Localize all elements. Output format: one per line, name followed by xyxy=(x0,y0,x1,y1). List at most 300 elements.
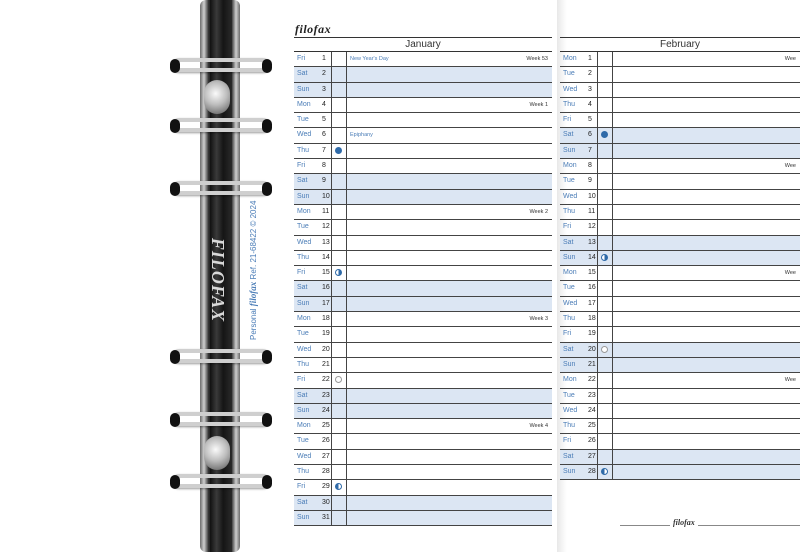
day-name: Sat xyxy=(563,452,574,460)
day-number: 29 xyxy=(322,483,330,491)
day-row[interactable] xyxy=(294,174,552,189)
column-divider xyxy=(331,159,332,174)
binder-ring[interactable] xyxy=(172,118,270,132)
day-row[interactable] xyxy=(560,434,800,449)
day-number: 20 xyxy=(588,345,596,353)
column-divider xyxy=(331,480,332,495)
day-row[interactable] xyxy=(294,236,552,251)
day-number: 10 xyxy=(588,192,596,200)
day-row[interactable] xyxy=(560,83,800,98)
day-name: Sun xyxy=(563,253,576,261)
column-divider xyxy=(597,434,598,449)
column-divider xyxy=(346,98,347,113)
day-row[interactable] xyxy=(294,419,552,434)
column-divider xyxy=(331,83,332,98)
day-name: Tue xyxy=(297,116,309,124)
day-row[interactable] xyxy=(294,496,552,511)
day-name: Fri xyxy=(297,269,306,277)
column-divider xyxy=(612,297,613,312)
day-name: Tue xyxy=(297,437,309,445)
day-row[interactable] xyxy=(560,358,800,373)
day-row[interactable] xyxy=(560,281,800,296)
day-row[interactable] xyxy=(294,450,552,465)
day-number: 1 xyxy=(588,55,592,62)
column-divider xyxy=(597,83,598,98)
day-name: Thu xyxy=(297,360,310,368)
column-divider xyxy=(331,266,332,281)
day-number: 4 xyxy=(322,100,326,108)
column-divider xyxy=(612,251,613,266)
day-name: Fri xyxy=(297,55,306,62)
column-divider xyxy=(346,465,347,480)
column-divider xyxy=(346,358,347,373)
day-row[interactable] xyxy=(294,404,552,419)
day-name: Fri xyxy=(297,376,306,384)
day-name: Wed xyxy=(563,85,578,93)
week-label: Week 53 xyxy=(526,56,548,62)
column-divider xyxy=(346,327,347,342)
day-name: Tue xyxy=(563,391,575,399)
margin-text-3: © 2024 xyxy=(249,200,258,227)
day-number: 10 xyxy=(322,192,330,200)
day-row[interactable] xyxy=(560,98,800,113)
column-divider xyxy=(612,67,613,82)
day-number: 28 xyxy=(322,468,330,476)
day-number: 21 xyxy=(322,360,330,368)
day-row[interactable] xyxy=(294,113,552,128)
moon-phase-icon xyxy=(335,483,342,490)
day-name: Wed xyxy=(297,238,312,246)
day-name: Sun xyxy=(563,360,576,368)
day-name: Mon xyxy=(297,207,311,215)
moon-phase-icon xyxy=(601,468,608,475)
column-divider xyxy=(597,113,598,128)
day-name: Sun xyxy=(563,146,576,154)
column-divider xyxy=(612,266,613,281)
column-divider xyxy=(331,419,332,434)
column-divider xyxy=(346,496,347,511)
day-number: 31 xyxy=(322,513,330,521)
day-number: 24 xyxy=(588,406,596,414)
column-divider xyxy=(597,251,598,266)
day-name: Tue xyxy=(563,284,575,292)
column-divider xyxy=(346,236,347,251)
day-row[interactable] xyxy=(294,98,552,113)
day-number: 12 xyxy=(588,223,596,231)
margin-brand: filofax xyxy=(248,281,258,307)
column-divider xyxy=(346,266,347,281)
column-divider xyxy=(331,312,332,327)
binder-ring[interactable] xyxy=(172,474,270,488)
day-name: Mon xyxy=(563,376,577,384)
column-divider xyxy=(331,98,332,113)
day-name: Sat xyxy=(297,498,308,506)
day-name: Mon xyxy=(297,315,311,323)
day-number: 2 xyxy=(588,70,592,78)
day-row[interactable] xyxy=(294,266,552,281)
month-title-february: February xyxy=(560,37,800,52)
column-divider xyxy=(331,450,332,465)
column-divider xyxy=(597,128,598,143)
day-row[interactable] xyxy=(294,373,552,388)
column-divider xyxy=(346,419,347,434)
moon-phase-icon xyxy=(601,131,608,138)
day-row[interactable] xyxy=(294,190,552,205)
day-number: 16 xyxy=(322,284,330,292)
column-divider xyxy=(597,52,598,67)
column-divider xyxy=(597,450,598,465)
column-divider xyxy=(597,419,598,434)
day-number: 27 xyxy=(588,452,596,460)
day-number: 21 xyxy=(588,360,596,368)
column-divider xyxy=(346,83,347,98)
day-number: 22 xyxy=(322,376,330,384)
day-row[interactable] xyxy=(560,174,800,189)
column-divider xyxy=(612,52,613,67)
binder-ring[interactable] xyxy=(172,349,270,363)
column-divider xyxy=(331,174,332,189)
february-rows xyxy=(560,52,800,480)
day-number: 24 xyxy=(322,406,330,414)
column-divider xyxy=(346,174,347,189)
column-divider xyxy=(612,98,613,113)
day-row[interactable] xyxy=(560,159,800,174)
column-divider xyxy=(612,205,613,220)
week-label: Wee xyxy=(784,56,796,62)
day-name: Sat xyxy=(297,391,308,399)
day-number: 3 xyxy=(588,85,592,93)
day-name: Sun xyxy=(297,85,310,93)
day-number: 6 xyxy=(322,131,326,139)
day-number: 26 xyxy=(322,437,330,445)
day-name: Sat xyxy=(297,70,308,78)
day-name: Sat xyxy=(297,284,308,292)
column-divider xyxy=(346,511,347,526)
column-divider xyxy=(612,389,613,404)
day-name: Sun xyxy=(297,299,310,307)
column-divider xyxy=(612,312,613,327)
column-divider xyxy=(597,404,598,419)
day-name: Wed xyxy=(563,406,578,414)
day-number: 14 xyxy=(588,253,596,261)
binder-clasp[interactable] xyxy=(204,436,230,470)
column-divider xyxy=(346,297,347,312)
day-number: 27 xyxy=(322,452,330,460)
column-divider xyxy=(331,220,332,235)
day-row[interactable] xyxy=(560,236,800,251)
day-name: Thu xyxy=(563,207,576,215)
column-divider xyxy=(331,297,332,312)
footer-logo: filofax xyxy=(670,518,698,527)
day-number: 28 xyxy=(588,468,596,476)
day-row[interactable] xyxy=(294,159,552,174)
column-divider xyxy=(612,404,613,419)
week-label: Week 3 xyxy=(529,316,548,323)
filofax-logo: filofax xyxy=(295,22,332,36)
column-divider xyxy=(331,327,332,342)
day-row[interactable] xyxy=(560,220,800,235)
column-divider xyxy=(597,297,598,312)
day-row[interactable] xyxy=(560,297,800,312)
day-number: 17 xyxy=(322,299,330,307)
column-divider xyxy=(331,144,332,159)
day-number: 25 xyxy=(588,422,596,430)
day-name: Tue xyxy=(297,330,309,338)
january-table xyxy=(294,37,552,526)
day-name: Wed xyxy=(297,131,312,139)
day-name: Fri xyxy=(563,330,572,338)
day-name: Sun xyxy=(297,192,310,200)
column-divider xyxy=(331,113,332,128)
column-divider xyxy=(612,358,613,373)
day-row[interactable] xyxy=(294,83,552,98)
column-divider xyxy=(612,236,613,251)
day-name: Fri xyxy=(563,116,572,124)
day-name: Sat xyxy=(563,345,574,353)
column-divider xyxy=(612,83,613,98)
column-divider xyxy=(612,373,613,388)
day-name: Thu xyxy=(563,315,576,323)
column-divider xyxy=(346,159,347,174)
column-divider xyxy=(346,312,347,327)
day-name: Thu xyxy=(297,253,310,261)
column-divider xyxy=(597,373,598,388)
day-row[interactable] xyxy=(294,327,552,342)
column-divider xyxy=(346,404,347,419)
day-row[interactable] xyxy=(560,373,800,388)
day-row[interactable] xyxy=(560,144,800,159)
column-divider xyxy=(612,343,613,358)
day-row[interactable] xyxy=(294,281,552,296)
day-number: 19 xyxy=(588,330,596,338)
day-number: 4 xyxy=(588,100,592,108)
day-row[interactable] xyxy=(294,358,552,373)
day-number: 11 xyxy=(322,207,330,215)
day-number: 18 xyxy=(588,315,596,323)
day-number: 9 xyxy=(588,177,592,185)
day-name: Mon xyxy=(297,422,311,430)
column-divider xyxy=(597,144,598,159)
february-table xyxy=(560,37,800,480)
day-name: Wed xyxy=(563,192,578,200)
day-name: Sun xyxy=(297,513,310,521)
day-name: Sat xyxy=(563,238,574,246)
day-number: 23 xyxy=(588,391,596,399)
day-name: Thu xyxy=(297,146,310,154)
week-label: Wee xyxy=(784,270,796,277)
column-divider xyxy=(331,465,332,480)
column-divider xyxy=(346,480,347,495)
day-row[interactable] xyxy=(560,419,800,434)
moon-phase-icon xyxy=(335,376,342,383)
column-divider xyxy=(346,144,347,159)
day-row[interactable] xyxy=(560,190,800,205)
day-row[interactable] xyxy=(294,343,552,358)
day-number: 12 xyxy=(322,223,330,231)
day-number: 26 xyxy=(588,437,596,445)
week-label: Week 4 xyxy=(529,423,548,430)
day-row[interactable] xyxy=(294,52,552,67)
week-label: Wee xyxy=(784,377,796,384)
column-divider xyxy=(331,511,332,526)
day-row[interactable] xyxy=(560,312,800,327)
week-label: Week 1 xyxy=(529,101,548,108)
day-name: Wed xyxy=(297,452,312,460)
column-divider xyxy=(346,389,347,404)
day-name: Fri xyxy=(563,437,572,445)
day-name: Mon xyxy=(563,162,577,170)
day-row[interactable] xyxy=(294,511,552,526)
day-number: 25 xyxy=(322,422,330,430)
day-number: 30 xyxy=(322,498,330,506)
margin-text-2: Ref. 21-68422 xyxy=(249,228,258,280)
day-number: 8 xyxy=(322,162,326,170)
week-label: Wee xyxy=(784,163,796,170)
column-divider xyxy=(346,450,347,465)
column-divider xyxy=(331,496,332,511)
column-divider xyxy=(346,220,347,235)
column-divider xyxy=(612,419,613,434)
binder-ring[interactable] xyxy=(172,181,270,195)
day-row[interactable] xyxy=(294,220,552,235)
day-number: 20 xyxy=(322,345,330,353)
binder-clasp[interactable] xyxy=(204,80,230,114)
column-divider xyxy=(612,128,613,143)
day-row[interactable] xyxy=(294,251,552,266)
day-row[interactable] xyxy=(560,327,800,342)
column-divider xyxy=(346,373,347,388)
day-row[interactable] xyxy=(560,251,800,266)
day-name: Tue xyxy=(563,177,575,185)
day-row[interactable] xyxy=(560,450,800,465)
margin-text-1: Personal xyxy=(249,308,258,340)
day-row[interactable] xyxy=(294,312,552,327)
day-row[interactable] xyxy=(294,389,552,404)
column-divider xyxy=(346,434,347,449)
day-row[interactable] xyxy=(294,434,552,449)
day-name: Tue xyxy=(297,223,309,231)
day-number: 1 xyxy=(322,55,326,62)
column-divider xyxy=(597,312,598,327)
column-divider xyxy=(331,281,332,296)
column-divider xyxy=(597,98,598,113)
day-row[interactable] xyxy=(294,465,552,480)
day-name: Sun xyxy=(563,468,576,476)
day-number: 7 xyxy=(588,146,592,154)
month-title-january: January xyxy=(294,37,552,52)
moon-phase-icon xyxy=(601,346,608,353)
column-divider xyxy=(612,327,613,342)
moon-phase-icon xyxy=(335,269,342,276)
day-name: Thu xyxy=(563,422,576,430)
column-divider xyxy=(331,389,332,404)
day-number: 8 xyxy=(588,162,592,170)
day-row[interactable] xyxy=(560,266,800,281)
column-divider xyxy=(597,358,598,373)
column-divider xyxy=(331,358,332,373)
day-number: 19 xyxy=(322,330,330,338)
day-name: Wed xyxy=(297,345,312,353)
day-row[interactable] xyxy=(560,128,800,143)
day-number: 3 xyxy=(322,85,326,93)
day-row[interactable] xyxy=(294,128,552,143)
column-divider xyxy=(346,205,347,220)
day-number: 11 xyxy=(588,207,596,215)
column-divider xyxy=(331,190,332,205)
column-divider xyxy=(346,281,347,296)
column-divider xyxy=(331,236,332,251)
day-row[interactable] xyxy=(560,113,800,128)
day-name: Wed xyxy=(563,299,578,307)
day-number: 17 xyxy=(588,299,596,307)
column-divider xyxy=(346,67,347,82)
day-row[interactable] xyxy=(294,67,552,82)
day-row[interactable] xyxy=(294,144,552,159)
day-number: 13 xyxy=(322,238,330,246)
column-divider xyxy=(346,343,347,358)
day-row[interactable] xyxy=(560,205,800,220)
day-number: 16 xyxy=(588,284,596,292)
day-number: 9 xyxy=(322,177,326,185)
column-divider xyxy=(597,67,598,82)
holiday-note: New Year's Day xyxy=(350,56,389,62)
day-number: 23 xyxy=(322,391,330,399)
day-row[interactable] xyxy=(560,343,800,358)
day-row[interactable] xyxy=(560,389,800,404)
column-divider xyxy=(612,220,613,235)
moon-phase-icon xyxy=(601,254,608,261)
day-name: Fri xyxy=(297,162,306,170)
footer-rule xyxy=(620,525,800,526)
day-number: 2 xyxy=(322,70,326,78)
column-divider xyxy=(612,113,613,128)
column-divider xyxy=(597,389,598,404)
column-divider xyxy=(331,404,332,419)
day-name: Sat xyxy=(563,131,574,139)
day-row[interactable] xyxy=(294,297,552,312)
day-number: 7 xyxy=(322,146,326,154)
day-row[interactable] xyxy=(294,205,552,220)
day-row[interactable] xyxy=(294,480,552,495)
day-row[interactable] xyxy=(560,52,800,67)
column-divider xyxy=(597,159,598,174)
day-row[interactable] xyxy=(560,404,800,419)
day-name: Mon xyxy=(297,100,311,108)
day-name: Thu xyxy=(297,468,310,476)
column-divider xyxy=(597,236,598,251)
binder-ring[interactable] xyxy=(172,58,270,72)
column-divider xyxy=(331,67,332,82)
column-divider xyxy=(612,159,613,174)
column-divider xyxy=(346,113,347,128)
column-divider xyxy=(346,128,347,143)
column-divider xyxy=(597,465,598,480)
day-row[interactable] xyxy=(560,67,800,82)
column-divider xyxy=(597,327,598,342)
column-divider xyxy=(612,174,613,189)
day-number: 18 xyxy=(322,315,330,323)
column-divider xyxy=(612,144,613,159)
column-divider xyxy=(346,52,347,67)
day-row[interactable] xyxy=(560,465,800,480)
day-name: Fri xyxy=(563,223,572,231)
moon-phase-icon xyxy=(335,147,342,154)
column-divider xyxy=(597,205,598,220)
day-name: Mon xyxy=(563,269,577,277)
column-divider xyxy=(612,281,613,296)
binder-ring[interactable] xyxy=(172,412,270,426)
column-divider xyxy=(346,190,347,205)
